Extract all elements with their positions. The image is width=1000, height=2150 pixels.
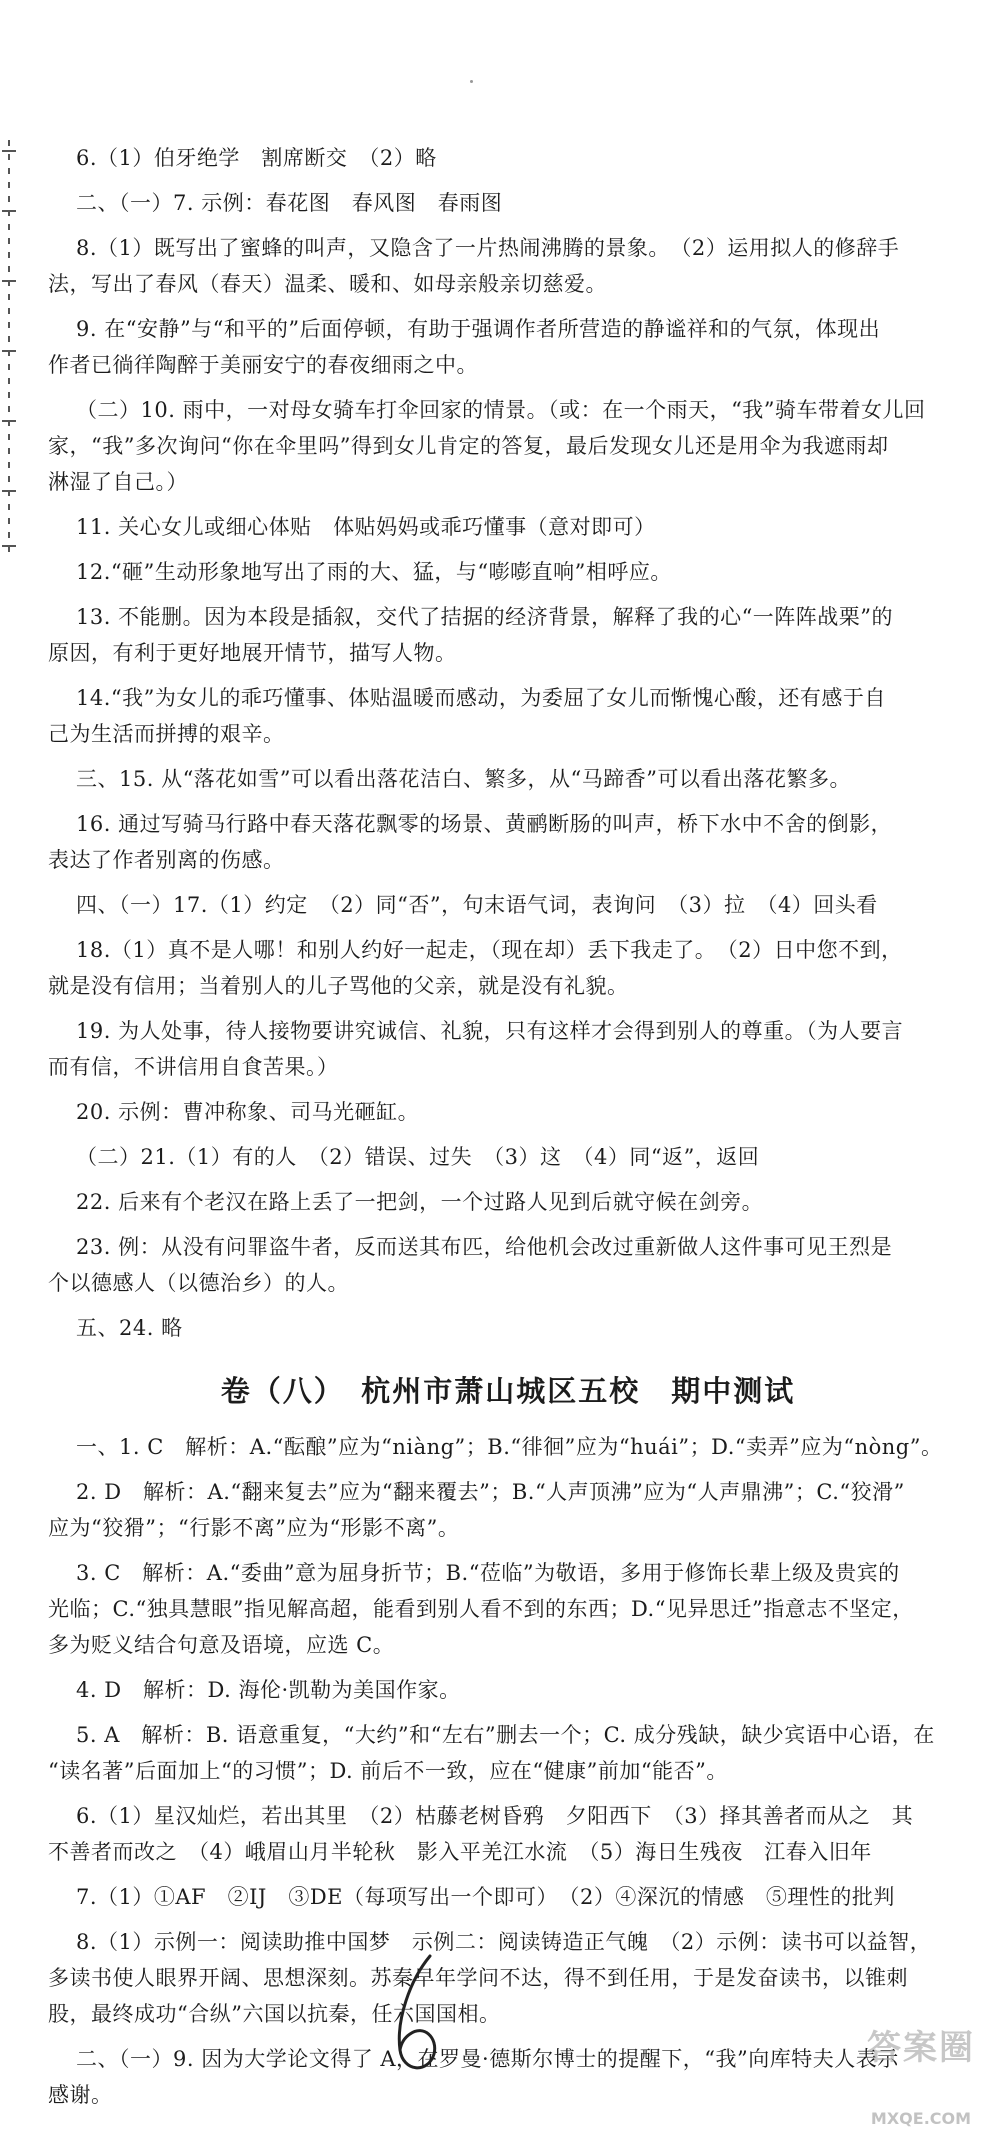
answer-line: 光临；C.“独具慧眼”指见解高超，能看到别人看不到的东西；D.“见异思迁”指意志不坚定，	[48, 1597, 914, 1621]
answer-line: 个以德感人（以德治乡）的人。	[48, 1271, 349, 1295]
answer-line: 一、1. C 解析：A.“酝酿”应为“niàng”；B.“徘徊”应为“huái”；D.“卖弄”应为“nòng”。	[76, 1435, 943, 1459]
answer-content	[48, 140, 968, 2122]
answer-line: 二、（一）7. 示例：春花图 春风图 春雨图	[76, 191, 503, 215]
answer-item	[48, 230, 968, 302]
answer-item	[48, 1310, 968, 1346]
answer-item	[48, 392, 968, 500]
answer-item	[48, 1139, 968, 1175]
answer-line: 法，写出了春风（春天）温柔、暖和、如母亲般亲切慈爱。	[48, 272, 607, 296]
answer-line: 己为生活而拼搏的艰辛。	[48, 722, 285, 746]
answer-item	[48, 140, 968, 176]
answer-line: 淋湿了自己。）	[48, 470, 188, 494]
answer-line: 12.“砸”生动形象地写出了雨的大、猛，与“嘭嘭直响”相呼应。	[76, 560, 672, 584]
answer-item	[48, 509, 968, 545]
answer-item	[48, 932, 968, 1004]
speck-dot	[470, 80, 473, 83]
answers-part-1	[48, 140, 968, 1355]
answer-line: 表达了作者别离的伤感。	[48, 848, 285, 872]
answer-item	[48, 680, 968, 752]
answer-line: 五、24. 略	[76, 1316, 183, 1340]
answer-line: 20. 示例：曹冲称象、司马光砸缸。	[76, 1100, 420, 1124]
answer-item	[48, 599, 968, 671]
answer-item	[48, 554, 968, 590]
answer-line: 5. A 解析：B. 语意重复，“大约”和“左右”删去一个；C. 成分残缺，缺少宾语中心语，在	[76, 1723, 935, 1747]
answer-line: 多为贬义结合句意及语境，应选 C。	[48, 1633, 395, 1657]
answer-line: 家，“我”多次询问“你在伞里吗”得到女儿肯定的答复，最后发现女儿还是用伞为我遮雨却	[48, 434, 889, 458]
answer-line: 4. D 解析：D. 海伦·凯勒为美国作家。	[76, 1678, 461, 1702]
answer-line: 19. 为人处事，待人接物要讲究诚信、礼貌，只有这样才会得到别人的尊重。（为人要言	[76, 1019, 904, 1043]
watermark-logo	[856, 2020, 986, 2140]
answer-line: 3. C 解析：A.“委曲”意为屈身折节；B.“莅临”为敬语，多用于修饰长辈上级及贵宾的	[76, 1561, 900, 1585]
answer-line: 7.（1）①AF ②IJ ③DE（每项写出一个即可） （2）④深沉的情感 ⑤理性的批判	[76, 1885, 895, 1909]
answer-item	[48, 1094, 968, 1130]
answer-line: 23. 例：从没有问罪盗牛者，反而送其布匹，给他机会改过重新做人这件事可见王烈是	[76, 1235, 893, 1259]
answer-line: 8.（1）既写出了蜜蜂的叫声，又隐含了一片热闹沸腾的景象。 （2）运用拟人的修辞手	[76, 236, 900, 260]
answer-line: 股，最终成功“合纵”六国以抗秦，任六国国相。	[48, 2002, 501, 2026]
answer-item	[48, 1555, 968, 1663]
answer-line: 应为“狡猾”；“行影不离”应为“形影不离”。	[48, 1516, 460, 1540]
answer-item	[48, 2041, 968, 2113]
answer-line: 四、（一）17.（1）约定 （2）同“否”，句末语气词，表询问 （3）拉 （4）回头看	[76, 893, 878, 917]
answer-item	[48, 1798, 968, 1870]
answer-item	[48, 806, 968, 878]
answers-part-2	[48, 1429, 968, 2122]
answer-line: 18.（1）真不是人哪！和别人约好一起走，（现在却）丢下我走了。 （2）日中您不到，	[76, 938, 903, 962]
answer-line: （二）21.（1）有的人 （2）错误、过失 （3）这 （4）同“返”，返回	[76, 1145, 760, 1169]
answer-line: 2. D 解析：A.“翻来复去”应为“翻来覆去”；B.“人声顶沸”应为“人声鼎沸”；C.“狡滑”	[76, 1480, 905, 1504]
answer-item	[48, 1924, 968, 2032]
answer-item	[48, 1229, 968, 1301]
answer-line: 就是没有信用；当着别人的儿子骂他的父亲，就是没有礼貌。	[48, 974, 629, 998]
watermark-logo-text: 答案圈	[867, 2028, 975, 2068]
answer-line: 11. 关心女儿或细心体贴 体贴妈妈或乖巧懂事（意对即可）	[76, 515, 656, 539]
answer-item	[48, 311, 968, 383]
answer-item	[48, 1717, 968, 1789]
answer-line: 9. 在“安静”与“和平的”后面停顿，有助于强调作者所营造的静谧祥和的气氛，体现出	[76, 317, 881, 341]
answer-item	[48, 761, 968, 797]
handwritten-page-number	[388, 1950, 448, 2080]
answer-line: 6.（1）星汉灿烂，若出其里 （2）枯藤老树昏鸦 夕阳西下 （3）择其善者而从之 其	[76, 1804, 914, 1828]
answer-line: 三、15. 从“落花如雪”可以看出落花洁白、繁多，从“马蹄香”可以看出落花繁多。	[76, 767, 852, 791]
answer-line: 6.（1）伯牙绝学 割席断交 （2）略	[76, 146, 437, 170]
answer-line: 感谢。	[48, 2083, 113, 2107]
answer-item	[48, 1879, 968, 1915]
binding-margin-ticks	[2, 150, 16, 550]
answer-line: 22. 后来有个老汉在路上丢了一把剑，一个过路人见到后就守候在剑旁。	[76, 1190, 764, 1214]
answer-line: 原因，有利于更好地展开情节，描写人物。	[48, 641, 457, 665]
answer-item	[48, 1184, 968, 1220]
answer-line: 二、（一）9. 因为大学论文得了 A，在罗曼·德斯尔博士的提醒下，“我”向库特夫人表示	[76, 2047, 899, 2071]
answer-item	[48, 1013, 968, 1085]
answer-line: 14.“我”为女儿的乖巧懂事、体贴温暖而感动，为委屈了女儿而惭愧心酸，还有感于自	[76, 686, 886, 710]
answer-item	[48, 185, 968, 221]
answer-line: 16. 通过写骑马行路中春天落花飘零的场景、黄鹂断肠的叫声，桥下水中不舍的倒影，	[76, 812, 893, 836]
answer-item	[48, 1429, 968, 1465]
answer-item	[48, 1672, 968, 1708]
answer-line: 13. 不能删。因为本段是插叙，交代了拮据的经济背景，解释了我的心“一阵阵战栗”的	[76, 605, 894, 629]
answer-line: 而有信，不讲信用自食苦果。）	[48, 1055, 339, 1079]
answer-line: “读名著”后面加上“的习惯”；D. 前后不一致，应在“健康”前加“能否”。	[48, 1759, 728, 1783]
answer-line: 不善者而改之 （4）峨眉山月半轮秋 影入平羌江水流 （5）海日生残夜 江春入旧年	[48, 1840, 872, 1864]
answer-line: （二）10. 雨中，一对母女骑车打伞回家的情景。（或：在一个雨天，“我”骑车带着女儿回	[76, 398, 926, 422]
answer-item	[48, 1474, 968, 1546]
watermark-url: MXQE.COM	[870, 2109, 972, 2128]
answer-line: 8.（1）示例一：阅读助推中国梦 示例二：阅读铸造正气魄 （2）示例：读书可以益智，	[76, 1930, 932, 1954]
answer-line: 多读书使人眼界开阔、思想深刻。苏秦早年学问不达，得不到任用，于是发奋读书，以锥刺	[48, 1966, 908, 1990]
section-title: 卷（八） 杭州市萧山城区五校 期中测试	[220, 1374, 796, 1408]
answer-item	[48, 887, 968, 923]
answer-line: 作者已徜徉陶醉于美丽安宁的春夜细雨之中。	[48, 353, 478, 377]
